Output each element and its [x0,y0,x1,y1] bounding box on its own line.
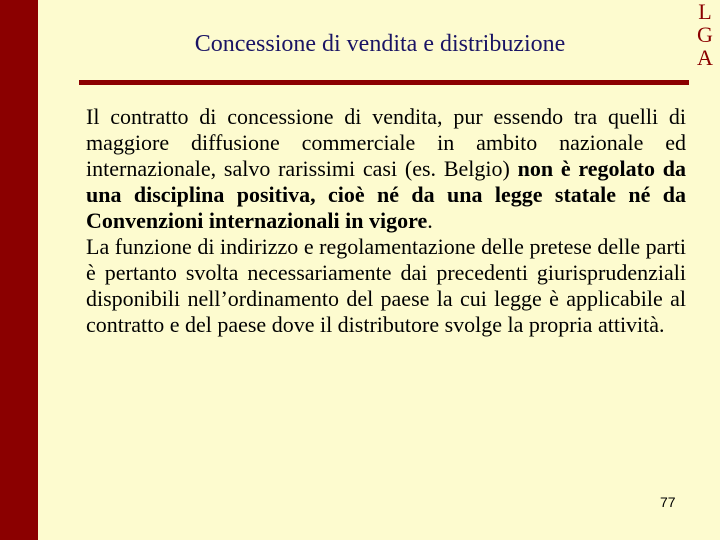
left-accent-bar [0,0,38,540]
logo-letter-g: G [697,22,713,47]
slide-body [86,104,686,338]
paragraph-1 [86,104,686,234]
slide-title: Concessione di vendita e distribuzione [194,31,566,57]
lga-logo [692,0,718,69]
paragraph-1-bold-text: non è regolato da una disciplina positiva, cioè né da una legge statale né da Convenzioni internazionali in vigore [86,156,686,233]
paragraph-1-end: . [427,208,433,233]
logo-letter-l: L [698,0,712,24]
title-divider [79,80,689,85]
logo-letter-a: A [697,45,713,70]
page-number: 77 [660,494,676,510]
paragraph-1-text: Il contratto di concessione di vendita, pur essendo tra quelli di maggiore diffusione commerciale in ambito nazionale ed internazionale, salvo rarissimi casi (es. Belgio) [86,104,686,181]
paragraph-2: La funzione di indirizzo e regolamentazione delle pretese delle parti è pertanto svolta necessariamente dai precedenti giurisprudenziali disponibili nell’ordinamento del paese la cui legge è applicabile al contratto e del paese dove il distributore svolge la propria attività. [86,234,686,337]
